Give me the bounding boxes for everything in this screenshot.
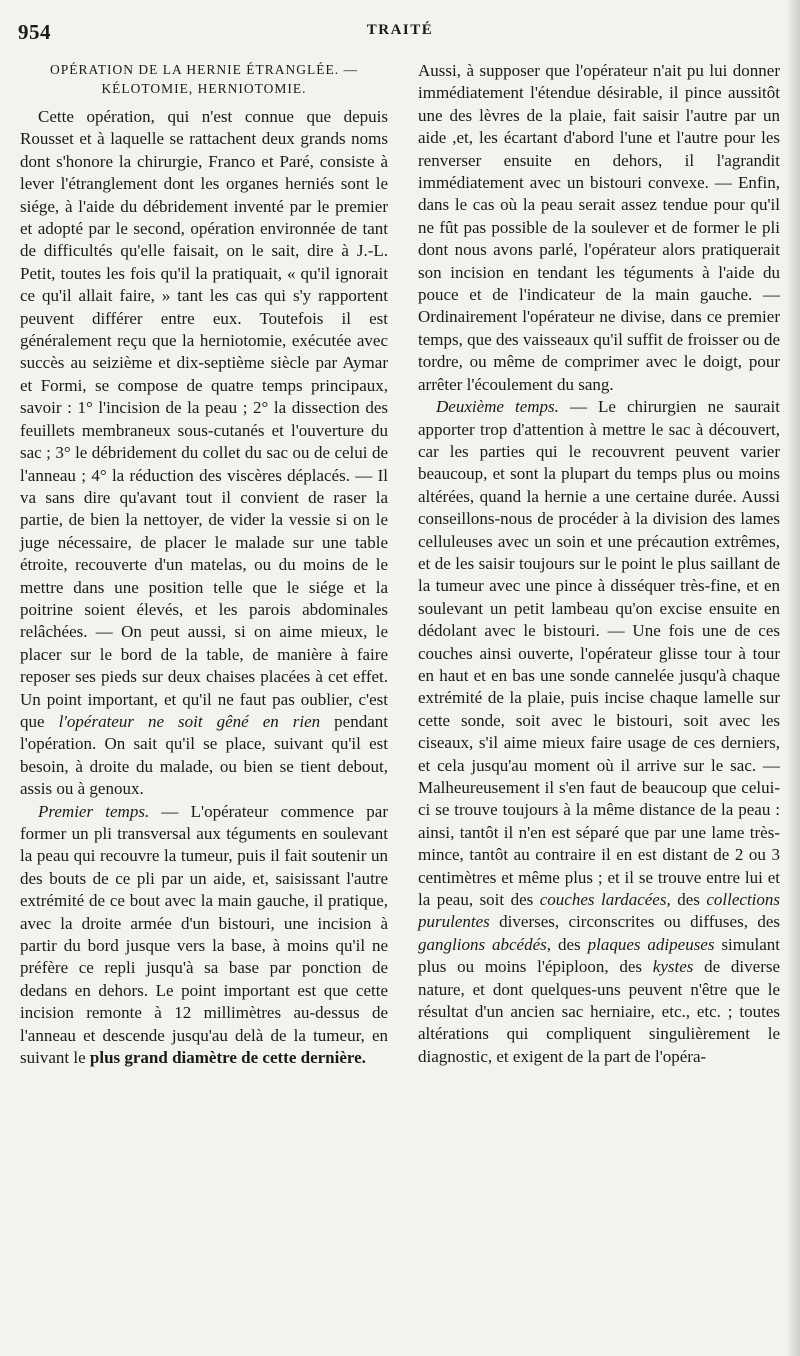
page-edge-shadow <box>786 0 800 1356</box>
paragraph-text-last-line: plus grand diamètre de cette dernière. <box>89 1048 366 1068</box>
paragraph-text: simulant plus ou moins l'épiploon, des <box>418 934 780 977</box>
paragraph <box>20 106 388 801</box>
paragraph-text: — Le chirurgien ne saurait apporter trop d'attention à mettre le sac à découvert, car les parties qui le recouvrent peuvent varier beaucoup, et sont la plupart du temps plus ou moins altérées, quand la hernie a une certaine durée. Aussi conseillons-nous de procéder à la division des lames celluleuses avec un soin et une précaution extrêmes, et de les saisir toujours sur le point le plus saillant de la tumeur avec une pince à disséquer très-fine, et en soulevant un petit lambeau qu'on excise ensuite en dédolant avec le bistouri. — Une fois une de ces couches ainsi ouverte, l'opérateur glisse tour à tour en haut et en bas une sonde cannelée jusqu'à chaque extrémité de la plaie, puis incise chaque lamelle sur cette sonde, soit avec le bistouri, soit avec les ciseaux, s'il aime mieux faire usage de ces derniers, et cela jusqu'au moment où il arrive sur le sac. — Malheureusement il s'en faut de beaucoup que celui-ci se trouve toujours à la même distance de la peau : ainsi, tantôt il n'en est séparé que par une lame très-mince, tantôt au contraire il en est distant de 2 ou 3 centimètres et même plus ; et il se trouve entre lui et la peau, soit des <box>418 397 780 910</box>
section-heading <box>20 60 388 98</box>
paragraph <box>418 396 780 1068</box>
paragraph-text: — L'opérateur commence par former un pli transversal aux téguments en soulevant la peau qui recouvre la tumeur, puis il fait soutenir un des bouts de ce pli par un aide, et, saisissant l'autre extrémité de ce bout avec la main gauche, il pratique, avec la droite armée d'un bistouri, une incision à partir du bord jusque vers la base, à moins qu'il ne préfère ce repli jusqu'à sa base par ponction de dedans en dehors. Le point important est que cette incision remonte à 12 millimètres au-dessus de l'anneau et descende jusqu'au delà de la tumeur, en suivant le <box>20 801 389 1068</box>
paragraph-text: , des <box>666 890 700 910</box>
paragraph <box>418 60 780 396</box>
paragraph-text: Cette opération, qui n'est connue que depuis Rousset et à laquelle se rattachent deux grands noms dont s'honore la chirurgie, Franco et Paré, consiste à lever l'étranglement dont les organes herniés sont le siége, à l'aide du débridement inventé par le premier et adopté par le second, opération environnée de tant de difficultés qu'elle faisait, on le sait, dire à J.-L. Petit, toutes les fois qu'il la pratiquait, « qu'il ignorait ce qu'il allait faire, » tant les cas qui s'y rapportent peuvent différer entre eux. Toutefois il est généralement reçu que la herniotomie, exécutée avec succès au seizième et dix-septième siècle par Aymar et Formi, se compose de quatre temps principaux, savoir : 1° l'incision de la peau ; 2° la dissection des feuillets membraneux sous-cutanés et l'ouverture du sac ; 3° le débridement du collet du sac ou de celui de l'anneau ; 4° la réduction des viscères déplacés. — Il va sans dire qu'avant tout il convient de raser la partie, de bien la nettoyer, de vider la vessie si on le juge nécessaire, de placer le malade sur une table étroite, recouverte d'un matelas, ou du moins de le mettre dans une position telle que le siége et la poitrine soient élevés, et les parois abdominales relâchées. — On peut aussi, si on aime mieux, le placer sur le bord de la table, de manière à faire reposer ses pieds sur deux chaises placées à cet effet. Un point important, et qu'il ne faut pas oublier, c'est que <box>20 107 388 731</box>
paragraph <box>20 801 388 1070</box>
subsection-title: Premier temps. <box>38 801 150 821</box>
emphasis-text: l'opérateur ne soit gêné en rien <box>58 711 321 731</box>
section-heading-line2: KÉLOTOMIE, HERNIOTOMIE. <box>101 81 307 96</box>
paragraph-text: diverses, circonscrites ou diffuses, des <box>499 912 780 932</box>
paragraph-text: pendant l'opération. On sait qu'il se place, suivant qu'il est besoin, à droite du malade, ou bien se tient debout, assis ou à genoux. <box>20 711 388 799</box>
emphasis-text: collections purulentes <box>418 890 781 932</box>
emphasis-text: couches lardacées <box>539 890 667 910</box>
emphasis-text: kystes <box>652 957 694 977</box>
paragraph-text: , des <box>546 934 581 954</box>
subsection-title: Deuxième temps. <box>436 397 559 417</box>
right-column <box>418 60 780 1340</box>
paragraph-text: Aussi, à supposer que l'opérateur n'ait pu lui donner immédiatement l'étendue désirable, il pince aussitôt une des lèvres de la plaie, fait saisir l'autre par un aide ,et, les écartant d'abord l'une et l'autre pour les renverser ensuite en dehors, il l'agrandit immédiatement avec un bistouri convexe. — Enfin, dans le cas où la peau serait assez tendue pour qu'il ne fût pas possible de la soulever et de former le pli dont nous avons parlé, l'opérateur alors pratiquerait son incision en tendant les téguments à l'aide du pouce et de l'indicateur de la main gauche. — Ordinairement l'opérateur ne divise, dans ce premier temps, que des vaisseaux qu'il suffit de froisser ou de tordre, ou même de comprimer avec le doigt, pour arrêter l'écoulement du sang. <box>418 61 780 394</box>
emphasis-text: plaques adipeuses <box>587 934 715 954</box>
paragraph-text: de diverse nature, et dont quelques-uns peuvent n'être que le résultat d'un ancien sac herniaire, etc., etc. ; toutes altérations qui compliquent singulièrement le diagnostic, et exigent de la part de l'opéra- <box>418 957 781 1066</box>
section-heading-line1: OPÉRATION DE LA HERNIE ÉTRANGLÉE. — <box>50 62 358 77</box>
page-number: 954 <box>18 20 51 44</box>
emphasis-text: ganglions abcédés <box>418 934 547 954</box>
running-title: TRAITÉ <box>366 22 434 38</box>
left-column <box>20 60 388 1340</box>
